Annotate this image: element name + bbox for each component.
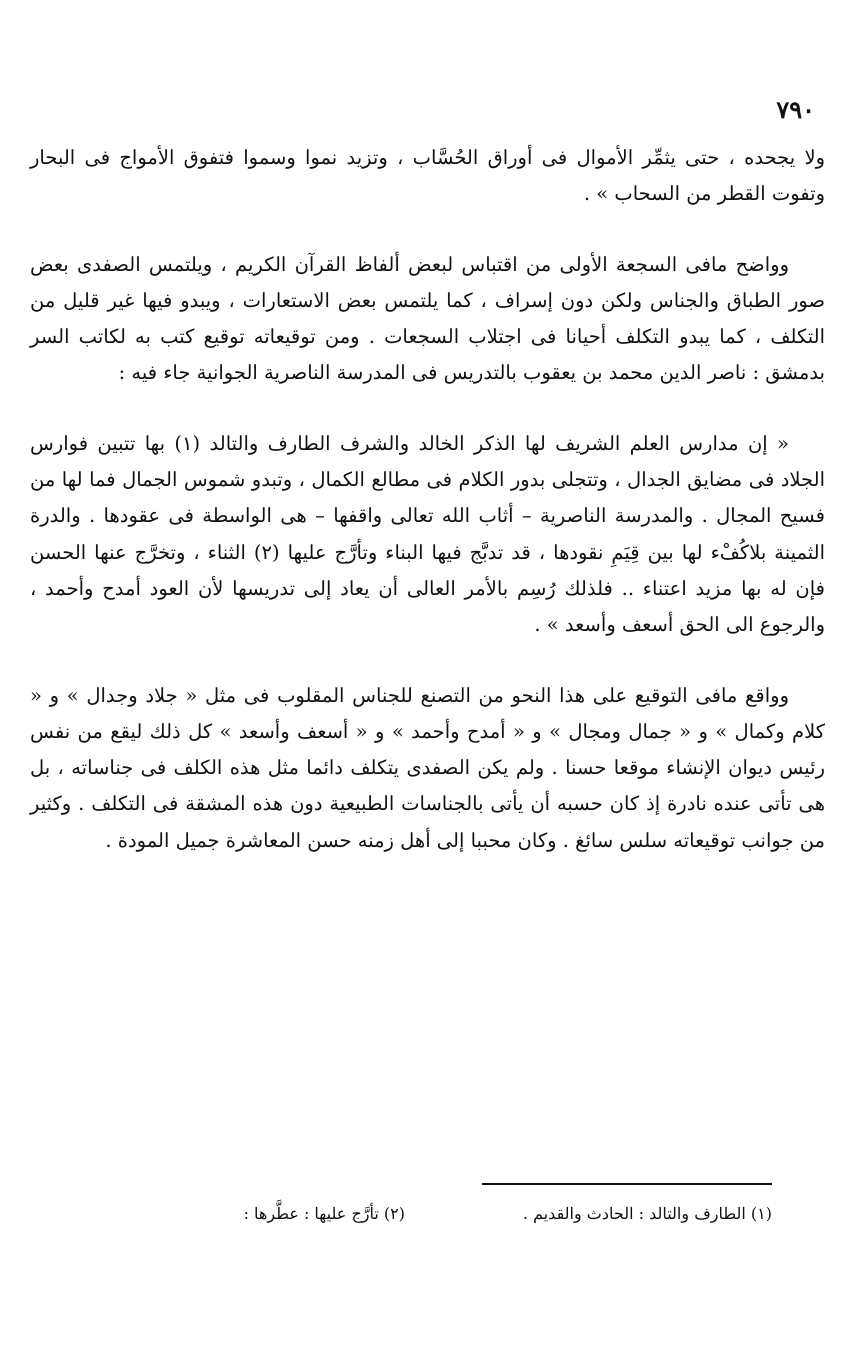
paragraph-analysis: وواضح مافى السجعة الأولى من اقتباس لبعض ألفاظ القرآن الكريم ، ويلتمس الصفدى بعض صور الطباق والجناس ولكن دون إسراف ، كما يلتمس بعض الاستعارات ، ويبدو فيها غير قليل من التكلف ، كما يبدو التكلف أحيانا فى اجتلاب السجعات . ومن توقيعاته توقيع كتب به لكاتب السر بدمشق : ناصر الدين محمد بن يعقوب بالتدريس فى المدرسة الناصرية الجوانية جاء فيه :	[30, 252, 825, 385]
body-text	[30, 140, 825, 859]
footnote-2: (٢) تأرَّج عليها : عطَّرها :	[243, 1204, 405, 1223]
footnote-divider	[482, 1183, 772, 1185]
paragraph-gap	[30, 213, 825, 247]
paragraph-gap	[30, 392, 825, 426]
page-number: ٧٩٠	[776, 95, 815, 124]
paragraph-continuation: ولا يجحده ، حتى يثمِّر الأموال فى أوراق الحُسَّاب ، وتزيد نموا وسموا فتفوق الأمواج فى البحار وتفوت القطر من السحاب » .	[30, 146, 825, 206]
paragraph-gap	[30, 644, 825, 678]
paragraph-quotation: « إن مدارس العلم الشريف لها الذكر الخالد والشرف الطارف والتالد (١) بها تتبين فوارس الجلاد فى مضايق الجدال ، وتتجلى بدور الكلام فى مطالع الكمال ، وتبدو شموس الجمال فما لها من فسيح المجال . والمدرسة الناصرية – أثاب الله تعالى واقفها – هى الواسطة فى عقودها . والدرة الثمينة بلاكُفْء لها بين قِيَمِ نقودها ، قد تدبَّج فيها البناء وتأرَّج عليها (٢) الثناء ، وتخرَّج عنها الحسن فإن له بها مزيد اعتناء .. فلذلك رُسِم بالأمر العالى أن يعاد إلى تدريسها لأن العود أمدح وأحمد ، والرجوع الى الحق أسعف وأسعد » .	[30, 431, 826, 637]
footnote-1: (١) الطارف والتالد : الحادث والقديم .	[522, 1204, 772, 1223]
paragraph-commentary: وواقع مافى التوقيع على هذا النحو من التصنع للجناس المقلوب فى مثل « جلاد وجدال » و « كلام وكمال » و « جمال ومجال » و « أمدح وأحمد » و « أسعف وأسعد » كل ذلك ليقع من نفس رئيس ديوان الإنشاء موقعا حسنا . ولم يكن الصفدى يتكلف دائما مثل هذه الكلف فى جناساته ، بل هى تأتى عنده نادرة إذ كان حسبه أن يأتى بالجناسات الطبيعية دون هذه المشقة فى التكلف . وكثير من جوانب توقيعاته سلس سائغ . وكان محببا إلى أهل زمنه حسن المعاشرة جميل المودة .	[30, 683, 825, 852]
